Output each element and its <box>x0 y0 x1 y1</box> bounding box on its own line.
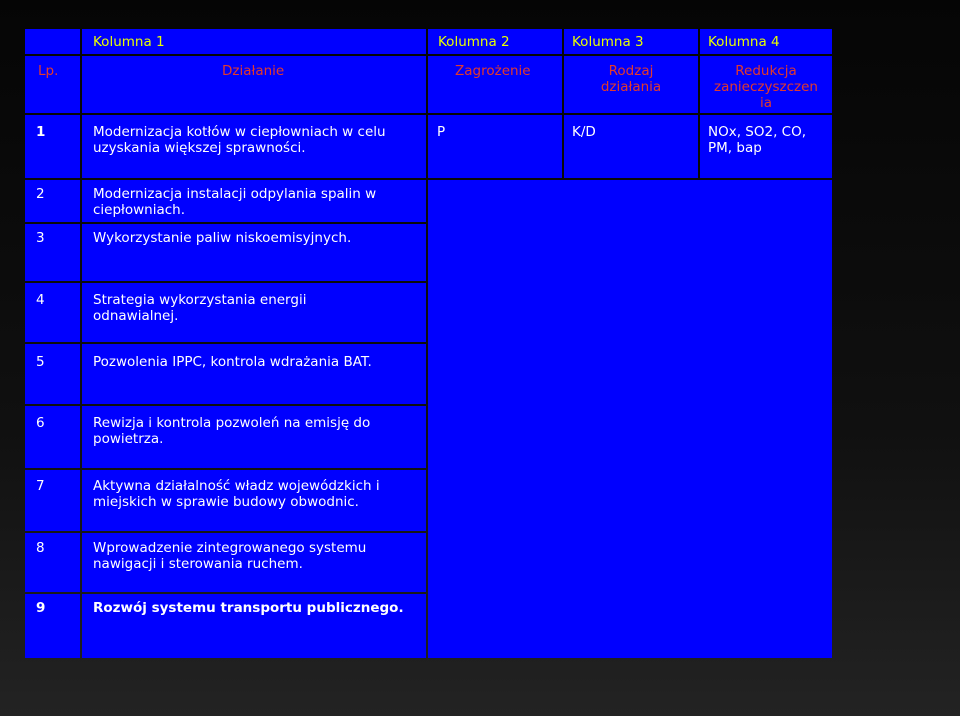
header-redukcja-line2: zanieczyszczen <box>714 79 818 95</box>
column-label-4: Kolumna 4 <box>708 34 780 50</box>
table-row-9-lp-cell <box>25 594 80 658</box>
row-7-text-line2: miejskich w sprawie budowy obwodnic. <box>93 494 359 510</box>
header-rodzaj-line1: Rodzaj <box>608 63 654 79</box>
row-8-text-line2: nawigacji i sterowania ruchem. <box>93 556 303 572</box>
table-row-6-lp-cell <box>25 406 80 468</box>
row-1-redukcja-line2: PM, bap <box>708 140 762 156</box>
row-4-number: 4 <box>36 292 45 308</box>
merged-empty-block <box>428 180 832 658</box>
row-5-text-line1: Pozwolenia IPPC, kontrola wdrażania BAT. <box>93 354 372 370</box>
table-row-2-lp-cell <box>25 180 80 222</box>
column-label-3: Kolumna 3 <box>572 34 644 50</box>
row-1-text-line2: uzyskania większej sprawności. <box>93 140 306 156</box>
row-6-text-line2: powietrza. <box>93 431 164 447</box>
table-row-1-zagrozenie-cell <box>428 115 562 178</box>
table-row-3-lp-cell <box>25 224 80 281</box>
row-2-text-line2: ciepłowniach. <box>93 202 186 218</box>
table-row-1-lp-cell <box>25 115 80 178</box>
row-4-text-line1: Strategia wykorzystania energii <box>93 292 307 308</box>
row-2-text-line1: Modernizacja instalacji odpylania spalin w <box>93 186 377 202</box>
header-rodzaj-line2: działania <box>600 79 662 95</box>
header-redukcja-line1: Redukcja <box>735 63 797 79</box>
row-8-number: 8 <box>36 540 45 556</box>
header-dzialanie: Działanie <box>222 63 285 79</box>
column-label-2: Kolumna 2 <box>438 34 510 50</box>
cell-r0-lp <box>25 29 80 54</box>
row-9-text-line1: Rozwój systemu transportu publicznego. <box>93 600 404 616</box>
row-3-number: 3 <box>36 230 45 246</box>
row-2-number: 2 <box>36 186 45 202</box>
row-6-number: 6 <box>36 415 45 431</box>
column-label-1: Kolumna 1 <box>93 34 165 50</box>
header-zagrozenie: Zagrożenie <box>455 63 531 79</box>
row-3-text-line1: Wykorzystanie paliw niskoemisyjnych. <box>93 230 352 246</box>
row-6-text-line1: Rewizja i kontrola pozwoleń na emisję do <box>93 415 371 431</box>
table-row-4-lp-cell <box>25 283 80 342</box>
row-5-number: 5 <box>36 354 45 370</box>
row-1-number: 1 <box>36 124 46 140</box>
row-1-redukcja-line1: NOx, SO2, CO, <box>708 124 807 140</box>
row-1-text-line1: Modernizacja kotłów w ciepłowniach w celu <box>93 124 386 140</box>
table-row-8-lp-cell <box>25 533 80 592</box>
row-7-text-line1: Aktywna działalność władz wojewódzkich i <box>93 478 380 494</box>
table-row-5-lp-cell <box>25 344 80 404</box>
row-7-number: 7 <box>36 478 45 494</box>
header-lp: Lp. <box>38 63 59 79</box>
row-4-text-line2: odnawialnej. <box>93 308 179 324</box>
header-redukcja-line3: ia <box>759 95 773 111</box>
row-8-text-line1: Wprowadzenie zintegrowanego systemu <box>93 540 367 556</box>
row-9-number: 9 <box>36 600 46 616</box>
table-row-7-lp-cell <box>25 470 80 531</box>
table-row-5-text-cell <box>82 344 426 404</box>
row-1-rodzaj: K/D <box>572 124 596 140</box>
row-1-zagrozenie: P <box>437 124 446 140</box>
